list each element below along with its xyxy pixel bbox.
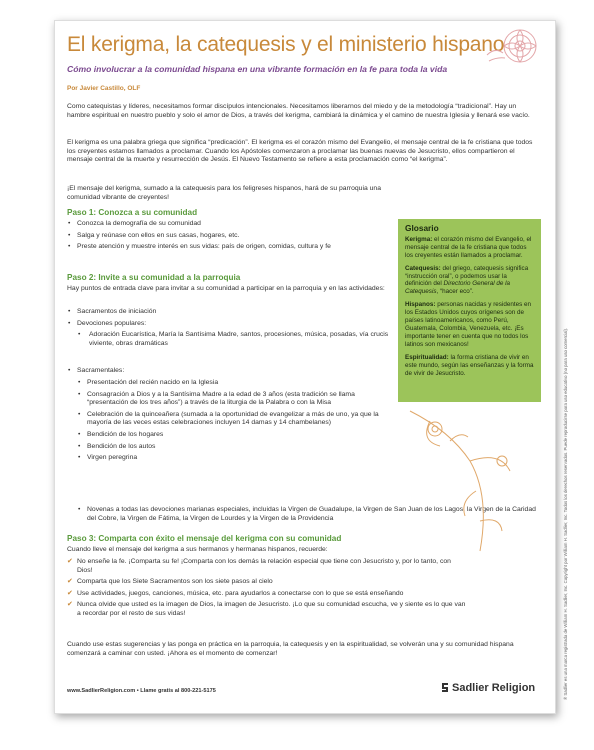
page-subtitle: Cómo involucrar a la comunidad hispana en una vibrante formación en la fe para toda la vida — [67, 64, 448, 74]
glossary-entry: Catequesis: del griego, catequesis significa “instrucción oral”, o podemos usar la definición del Directorio General de la Catequesis, “hacer eco”. — [405, 264, 529, 296]
step1-list — [67, 220, 387, 252]
kerigma-paragraph: El kerigma es una palabra griega que significa “predicación”. El kerigma es el corazón mismo del Evangelio, el mensaje central de la fe cristiana que todos los creyentes estamos llamados a proclamar. Cuando los Apóstoles comenzaron a proclamar las buenas nuevas de Jesucristo, ellos compartieron el mensaje central de la muerte y resurrección de Jesús. El Nuevo Testamento se refiere a esta proclamación como “el kerigma”. — [67, 139, 533, 164]
list-item: • Sacramentales: — [67, 367, 537, 376]
list-item: ✔ Comparta que los Siete Sacramentos son los siete pasos al cielo — [67, 578, 467, 587]
page-title: El kerigma, la catequesis y el ministerio hispano — [67, 33, 505, 56]
list-item: ✔ No enseñe la fe. ¡Comparta su fe! ¡Comparta con los demás la relación especial que tiene con Jesucristo y, por lo tanto, con Dios! — [67, 558, 467, 575]
list-item: ✔ Use actividades, juegos, canciones, música, etc. para ayudarlos a conectarse con lo que se está enseñando — [67, 590, 467, 599]
sadlier-logo — [441, 682, 535, 694]
glossary-box — [398, 219, 541, 402]
copyright-note: ® Sadlier es una marca registrada de William H. Sadlier, Inc. Copyright por William H. Sadlier, Inc. Todos los derechos reservados. Puede reproducirse para uso educativo (no para uso comercial). — [563, 327, 568, 700]
step3-heading: Paso 3: Comparta con éxito el mensaje del kerigma con su comunidad — [67, 534, 342, 543]
message-paragraph: ¡El mensaje del kerigma, sumado a la catequesis para los feligreses hispanos, hará de su parroquia una comunidad vibrante de creyentes! — [67, 185, 381, 201]
list-item: • Bendición de los hogares — [77, 431, 397, 440]
logo-text: Sadlier Religion — [452, 682, 536, 694]
rosette-ornament-icon — [485, 25, 543, 69]
step1-heading: Paso 1: Conozca a su comunidad — [67, 208, 198, 217]
list-item: • Celebración de la quinceañera (sumada a la oportunidad de evangelizar a más de uno, ya que la mayoría de las veces estas celebraciones incluyen 14 damas y 14 chambelanes) — [77, 411, 397, 428]
list-item: • Novenas a todas las devociones marianas especiales, incluidas la Virgen de Guadalupe, la Virgen de San Juan de los Lagos, la Virgen de la Caridad del Cobre, la Virgen de Fátima, la Virgen de Lourdes y la Virgen de la Providencia — [77, 506, 539, 523]
list-item: • Conozca la demografía de su comunidad — [67, 220, 387, 229]
list-item: • Bendición de los autos — [77, 443, 397, 452]
list-item: ✔ Nunca olvide que usted es la imagen de Dios, la imagen de Jesucristo. ¡Lo que su comunidad escucha, ve y siente es lo que van a recordar por el resto de sus vidas! — [67, 601, 467, 618]
step2-list — [67, 308, 392, 348]
list-item: • Salga y reúnase con ellos en sus casas, hogares, etc. — [67, 232, 387, 241]
list-item: • Devociones populares: — [67, 320, 392, 329]
handout-page — [54, 20, 556, 714]
step3-intro: Cuando lleve el mensaje del kerigma a sus hermanos y hermanas hispanos, recuerde: — [67, 546, 328, 553]
closing-paragraph: Cuando use estas sugerencias y las ponga en práctica en la parroquia, la catequesis y en la espiritualidad, se volverán una y su comunidad hispana comenzará a caminar con usted. ¡Ahora es el momento de comenzar! — [67, 641, 514, 657]
glossary-entry: Kerigma: el corazón mismo del Evangelio, el mensaje central de la fe cristiana que todos los creyentes están llamados a proclamar. — [405, 235, 532, 259]
glossary-entry: Hispanos: personas nacidas y residentes en los Estados Unidos cuyos orígenes son de países latinoamericanos, como Perú, Guatemala, Colombia, Venezuela, etc. ¡Es importante tener en cuenta que no todos los latinos son mexicanos! — [405, 301, 532, 348]
intro-paragraph: Como catequistas y líderes, necesitamos formar discípulos intencionales. Necesitamos liberarnos del miedo y de la metodología “tradicional”. Hay un hambre espiritual en nuestro pueblo y solo el amor de Dios, a través del kerigma, cambiará la dinámica y el camino de nuestra Iglesia y llenará ese vacío. — [67, 103, 530, 119]
step3-list — [67, 558, 467, 619]
byline: Por Javier Castillo, OLF — [67, 85, 141, 92]
glossary-heading: Glosario — [405, 223, 439, 233]
sacramentals-sublist — [77, 379, 397, 463]
list-item: • Sacramentos de iniciación — [67, 308, 392, 317]
list-item: • Adoración Eucarística, María la Santísima Madre, santos, procesiones, música, posadas, vía crucis viviente, obras dramáticas — [77, 331, 392, 348]
list-item: • Preste atención y muestre interés en sus vidas: país de origen, comidas, cultura y fe — [67, 243, 387, 252]
step2-heading: Paso 2: Invite a su comunidad a la parroquia — [67, 273, 241, 282]
list-item: • Virgen peregrina — [77, 454, 397, 463]
glossary-entry: Espiritualidad: la forma cristiana de vivir en este mundo, según las enseñanzas y la forma de vivir de Jesucristo. — [405, 353, 534, 377]
list-item: • Consagración a Dios y a la Santísima Madre a la edad de 3 años (esta tradición se llama “presentación de los tres años”) a través de la liturgia de la Palabra o con la Misa — [77, 391, 397, 408]
step2-intro: Hay puntos de entrada clave para invitar a su comunidad a participar en la parroquia y en las actividades: — [67, 285, 385, 292]
list-item: • Presentación del recién nacido en la Iglesia — [77, 379, 397, 388]
footer-contact: www.SadlierReligion.com • Llame gratis al 800-221-5175 — [67, 688, 216, 694]
floral-vine-icon — [390, 401, 530, 561]
sadlier-mark-icon — [441, 682, 449, 693]
